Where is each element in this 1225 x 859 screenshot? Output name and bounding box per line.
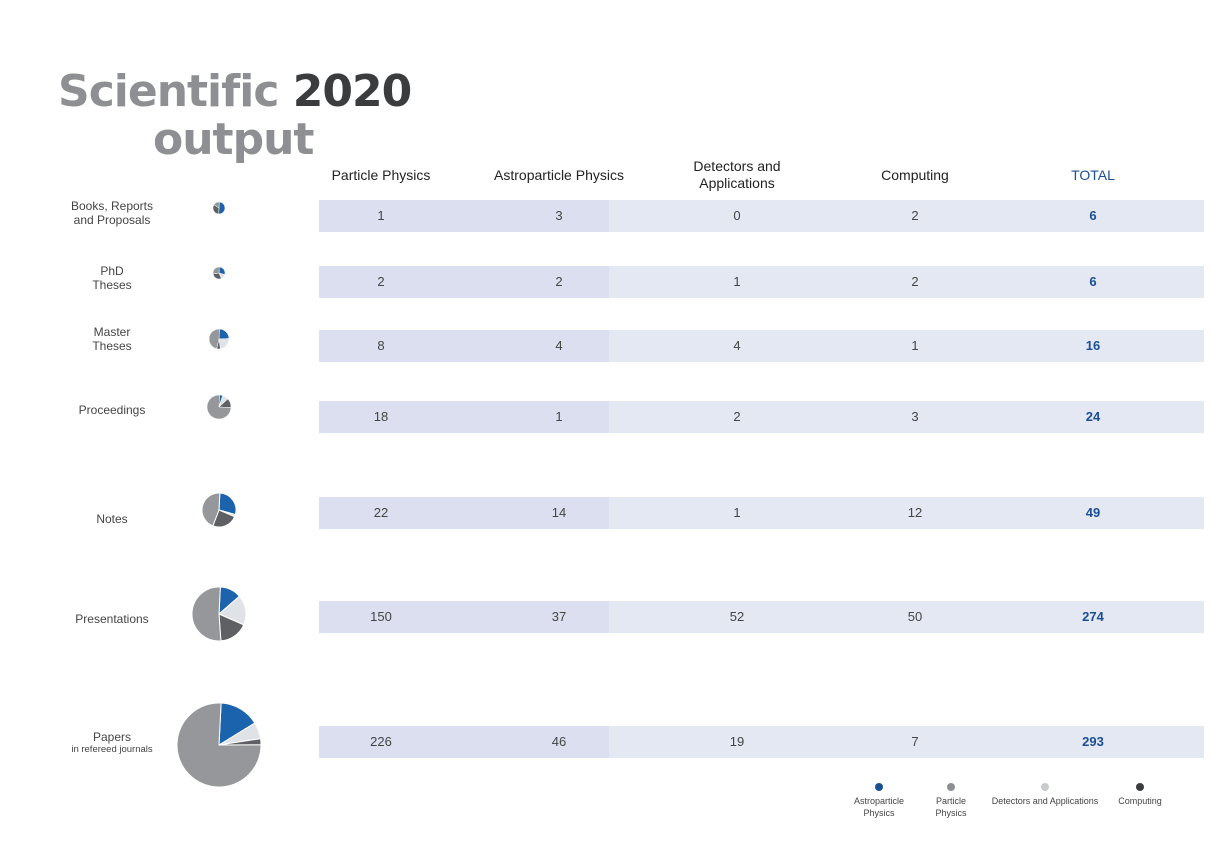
title-word-output: output — [153, 114, 314, 165]
total-cell: 49 — [1085, 505, 1101, 520]
row-label-line1: Proceedings — [78, 403, 146, 417]
value-cell: 4 — [555, 338, 563, 353]
row-label-line1: Books, Reports — [70, 199, 154, 213]
value-cell: 3 — [555, 208, 563, 223]
value-cell: 1 — [555, 409, 563, 424]
value-cell: 2 — [733, 409, 741, 424]
value-cell: 19 — [729, 734, 745, 749]
title-year: 2020 — [292, 66, 412, 117]
value-cell: 14 — [551, 505, 567, 520]
value-cell: 4 — [733, 338, 741, 353]
pie-slice — [219, 202, 225, 214]
value-cell: 0 — [733, 208, 741, 223]
legend-swatch — [1136, 783, 1144, 791]
pie-slice — [219, 329, 229, 339]
column-header-astroparticle-physics: Astroparticle Physics — [494, 167, 624, 183]
column-header-detectors-line2: Applications — [699, 175, 775, 191]
value-cell: 2 — [911, 274, 919, 289]
legend-swatch — [947, 783, 955, 791]
legend-label-line1: Astroparticle — [853, 796, 905, 806]
value-cell: 37 — [551, 609, 567, 624]
pie-slice — [192, 587, 221, 641]
legend-label-line1: Computing — [1118, 796, 1162, 806]
column-header-particle-physics: Particle Physics — [331, 167, 431, 183]
value-cell: 7 — [911, 734, 919, 749]
value-cell: 8 — [377, 338, 385, 353]
value-cell: 22 — [373, 505, 389, 520]
value-cell: 3 — [911, 409, 919, 424]
total-cell: 16 — [1085, 338, 1101, 353]
pie-slice — [213, 267, 219, 274]
row-label-line1: Notes — [96, 512, 128, 526]
value-cell: 18 — [373, 409, 389, 424]
value-cell: 46 — [551, 734, 567, 749]
value-cell: 226 — [370, 734, 392, 749]
legend-swatch — [1041, 783, 1049, 791]
total-cell: 6 — [1089, 208, 1097, 223]
row-label-line1: Papers — [92, 730, 132, 744]
legend-label-line2: Physics — [935, 808, 967, 818]
title-word-scientific: Scientific — [58, 66, 279, 117]
legend-label-line1: Particle — [935, 796, 966, 806]
total-cell: 24 — [1085, 409, 1101, 424]
value-cell: 150 — [370, 609, 392, 624]
value-cell: 1 — [733, 505, 741, 520]
legend-swatch — [875, 783, 883, 791]
pie-slice — [219, 339, 229, 349]
value-cell: 12 — [907, 505, 923, 520]
row-label-line2: Theses — [92, 339, 132, 353]
row-label-line2: Theses — [92, 278, 132, 292]
row-label-line1: Presentations — [75, 612, 149, 626]
value-cell: 2 — [377, 274, 385, 289]
row-label-line1: Master — [93, 325, 131, 339]
value-cell: 1 — [733, 274, 741, 289]
legend-label-line1: Detectors and Applications — [991, 796, 1099, 806]
column-header-total: TOTAL — [1071, 167, 1115, 183]
total-cell: 293 — [1082, 734, 1104, 749]
value-cell: 2 — [911, 208, 919, 223]
total-cell: 6 — [1089, 274, 1097, 289]
value-cell: 52 — [729, 609, 745, 624]
legend-label-line2: Physics — [863, 808, 895, 818]
column-header-computing: Computing — [881, 167, 949, 183]
value-cell: 1 — [911, 338, 919, 353]
row-label-line2: and Proposals — [73, 213, 151, 227]
value-cell: 1 — [377, 208, 385, 223]
value-cell: 50 — [907, 609, 923, 624]
row-label-small: in refereed journals — [71, 744, 153, 755]
legend-item — [1080, 783, 1200, 807]
column-header-detectors-line1: Detectors and — [693, 158, 781, 174]
row-label-line1: PhD — [100, 264, 124, 278]
value-cell: 2 — [555, 274, 563, 289]
total-cell: 274 — [1082, 609, 1104, 624]
